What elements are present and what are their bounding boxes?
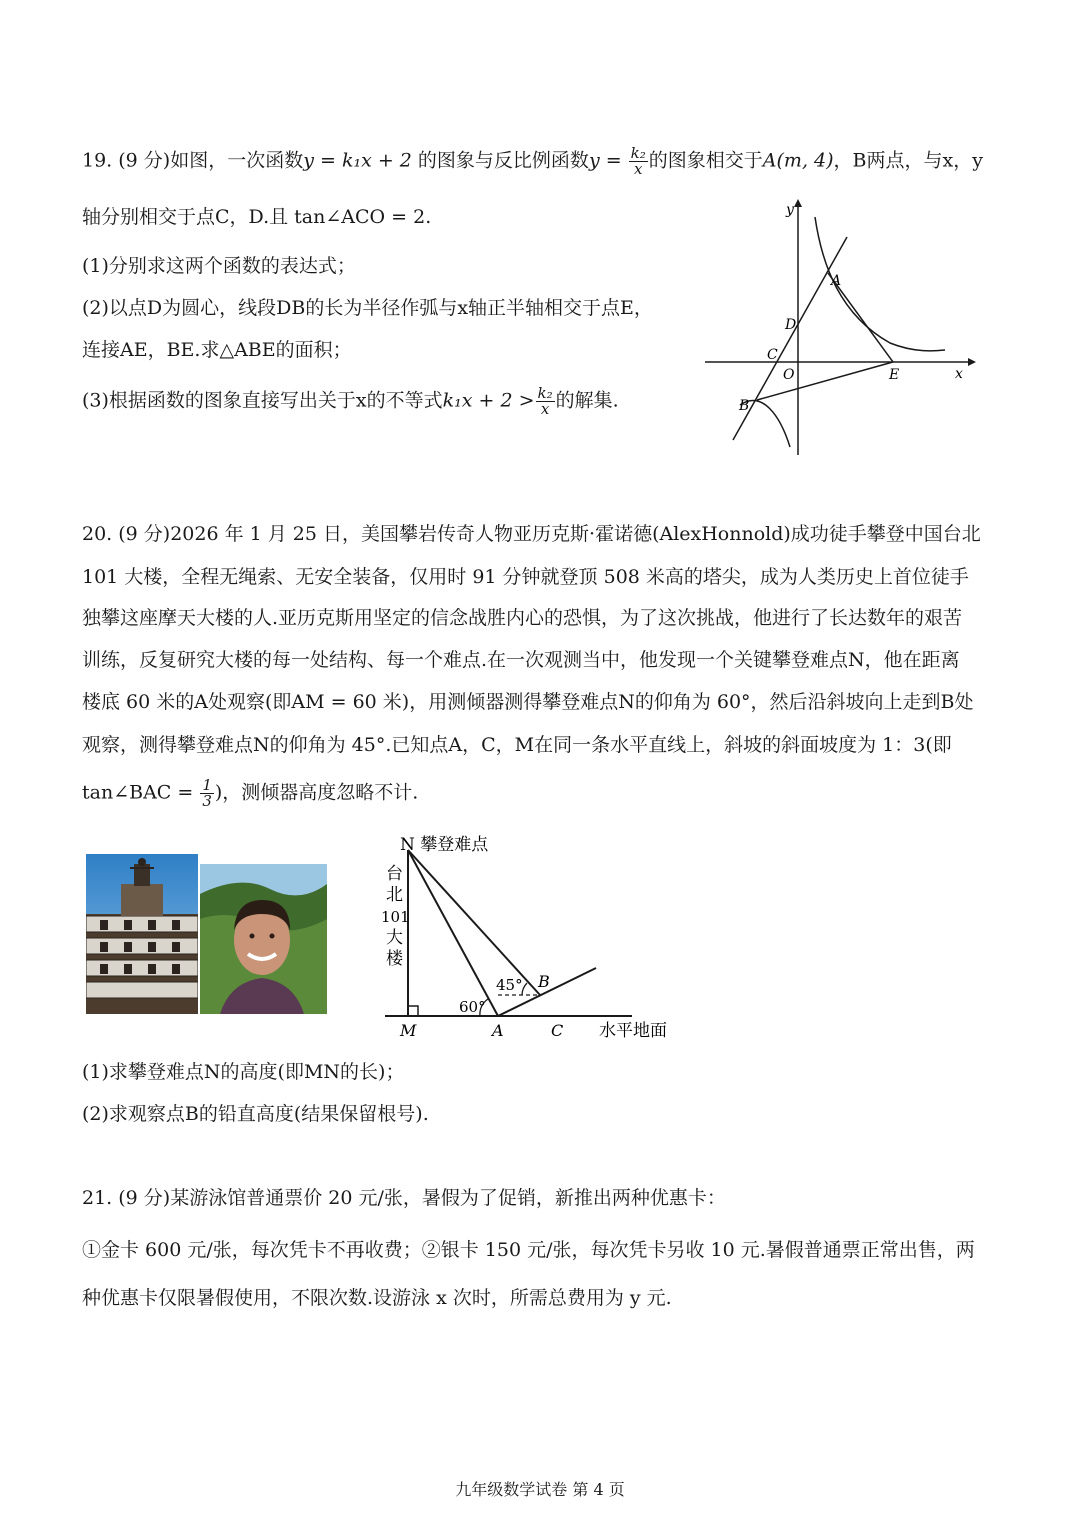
svg-text:大: 大 <box>386 928 403 948</box>
q19-line2: 轴分别相交于点C，D.且 tan∠ACO = 2. <box>82 206 432 228</box>
building-label <box>381 864 410 969</box>
q19-part3: (3)根据函数的图象直接写出关于x的不等式k₁x + 2 > $\frac{\text{k₂}}{x}$ 的解集. <box>82 384 619 418</box>
q20-line3: 独攀这座摩天大楼的人.亚历克斯用坚定的信念战胜内心的恐惧，为了这次挑战，他进行了长达数年的艰苦 <box>82 607 963 629</box>
point-E-label: E <box>889 367 900 383</box>
q20-line2: 101 大楼，全程无绳索、无安全装备，仅用时 91 分钟就登顶 508 米高的塔尖，成为人类历史上首位徒手 <box>82 566 969 588</box>
q19-fraction: $\frac{\text{k₂}}{x}$ <box>630 144 646 178</box>
q20-line7: tan∠BAC = $\frac{1}{3}$ )，测倾器高度忽略不计. <box>82 776 419 810</box>
angle-60-label: 60° <box>459 998 486 1016</box>
q19-figure <box>700 195 980 460</box>
q20-part2: (2)求观察点B的铅直高度(结果保留根号). <box>82 1103 429 1125</box>
svg-text:楼: 楼 <box>386 949 403 969</box>
point-A-label: A <box>831 273 842 289</box>
ground-label: 水平地面 <box>599 1021 667 1041</box>
page-footer: 九年级数学试卷 第 4 页 <box>455 1480 625 1499</box>
tower-photo <box>86 854 198 1014</box>
right-angle-mark <box>408 1006 418 1016</box>
y-axis-arrow-icon <box>794 199 802 207</box>
q20-line6: 观察，测得攀登难点N的仰角为 45°.已知点A，C，M在同一条水平直线上，斜坡的斜面坡度为 1：3(即 <box>82 734 952 756</box>
q21-line2: ①金卡 600 元/张，每次凭卡不再收费；②银卡 150 元/张，每次凭卡另收 10 元.暑假普通票正常出售，两 <box>82 1239 975 1261</box>
linear-function-line <box>733 237 847 440</box>
climber-figure <box>138 858 146 866</box>
q20-line5: 楼底 60 米的A处观察(即AM = 60 米)，用测倾器测得攀登难点N的仰角为 60°，然后沿斜坡向上走到B处 <box>82 691 974 713</box>
q19-part1: (1)分别求这两个函数的表达式； <box>82 255 356 277</box>
point-B-label: B <box>739 398 750 414</box>
q19-part2b: 连接AE，BE.求△ABE的面积； <box>82 339 352 361</box>
C-label: C <box>551 1021 564 1040</box>
q21-line3: 种优惠卡仅限暑假使用，不限次数.设游泳 x 次时，所需总费用为 y 元. <box>82 1287 672 1309</box>
y-axis-label: y <box>786 202 794 218</box>
q20-line1: 20. (9 分)2026 年 1 月 25 日，美国攀岩传奇人物亚历克斯·霍诺德(AlexHonnold)成功徒手攀登中国台北 <box>82 523 981 545</box>
B-label: B <box>538 972 550 991</box>
angle-45-arc <box>522 983 527 995</box>
point-C-label: C <box>767 347 778 363</box>
segment-BE <box>757 362 893 400</box>
q19-part2a: (2)以点D为圆心，线段DB的长为半径作弧与x轴正半轴相交于点E， <box>82 297 653 319</box>
q19-line1: 19. (9 分)如图，一次函数y = k₁x + 2 的图象与反比例函数y = $\frac{\text{k₂}}{x}$ 的图象相交于A(m, 4)，B两点，与x，y <box>82 144 983 178</box>
M-label: M <box>400 1021 417 1040</box>
A-label: A <box>492 1021 504 1040</box>
q20-line4: 训练，反复研究大楼的每一处结构、每一个难点.在一次观测当中，他发现一个关键攀登难点N，他在距离 <box>82 649 960 671</box>
portrait-photo <box>200 864 327 1014</box>
angle-45-label: 45° <box>496 976 523 994</box>
q20-part1: (1)求攀登难点N的高度(即MN的长)； <box>82 1061 405 1083</box>
point-D-label: D <box>785 317 797 333</box>
svg-text:北: 北 <box>386 885 403 905</box>
N-label: N 攀登难点 <box>400 835 489 855</box>
svg-text:101: 101 <box>381 908 410 926</box>
svg-text:台: 台 <box>386 864 403 884</box>
q20-figure <box>380 828 680 1043</box>
x-axis-label: x <box>955 366 963 382</box>
origin-label: O <box>783 367 795 383</box>
q21-line1: 21. (9 分)某游泳馆普通票价 20 元/张，暑假为了促销，新推出两种优惠卡： <box>82 1187 726 1209</box>
x-axis-arrow-icon <box>968 358 976 366</box>
